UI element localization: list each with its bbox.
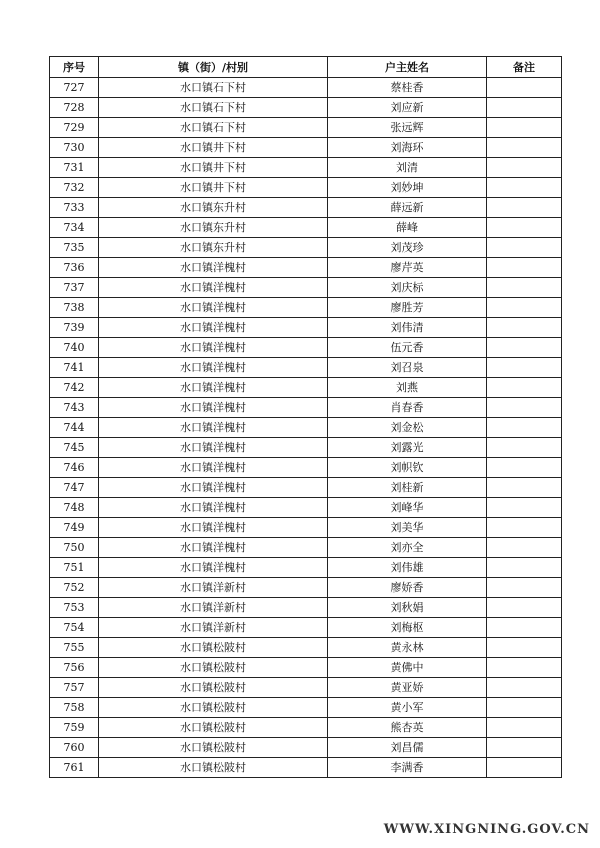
cell-household-name: 刘庆标 — [328, 278, 487, 298]
cell-serial-number: 751 — [50, 558, 99, 578]
cell-remarks — [487, 598, 562, 618]
cell-serial-number: 741 — [50, 358, 99, 378]
cell-serial-number: 758 — [50, 698, 99, 718]
cell-serial-number: 730 — [50, 138, 99, 158]
cell-remarks — [487, 78, 562, 98]
table-row — [50, 118, 562, 138]
table-row — [50, 138, 562, 158]
cell-remarks — [487, 318, 562, 338]
cell-remarks — [487, 518, 562, 538]
cell-town-village: 水口镇松陂村 — [99, 738, 328, 758]
cell-household-name: 薛峰 — [328, 218, 487, 238]
table-row — [50, 278, 562, 298]
cell-household-name: 刘美华 — [328, 518, 487, 538]
cell-serial-number: 736 — [50, 258, 99, 278]
cell-serial-number: 727 — [50, 78, 99, 98]
cell-remarks — [487, 618, 562, 638]
cell-remarks — [487, 718, 562, 738]
cell-serial-number: 734 — [50, 218, 99, 238]
table-row — [50, 658, 562, 678]
cell-serial-number: 759 — [50, 718, 99, 738]
cell-town-village: 水口镇松陂村 — [99, 758, 328, 778]
cell-town-village: 水口镇洋槐村 — [99, 558, 328, 578]
cell-household-name: 黄佛中 — [328, 658, 487, 678]
cell-remarks — [487, 458, 562, 478]
cell-serial-number: 761 — [50, 758, 99, 778]
cell-remarks — [487, 698, 562, 718]
table-row — [50, 198, 562, 218]
table-row — [50, 678, 562, 698]
cell-remarks — [487, 298, 562, 318]
cell-remarks — [487, 338, 562, 358]
cell-town-village: 水口镇洋槐村 — [99, 378, 328, 398]
cell-serial-number: 757 — [50, 678, 99, 698]
cell-serial-number: 738 — [50, 298, 99, 318]
cell-serial-number: 733 — [50, 198, 99, 218]
cell-town-village: 水口镇东升村 — [99, 238, 328, 258]
cell-household-name: 李满香 — [328, 758, 487, 778]
table-row — [50, 218, 562, 238]
table-body — [50, 78, 562, 778]
cell-town-village: 水口镇井下村 — [99, 158, 328, 178]
cell-remarks — [487, 418, 562, 438]
cell-serial-number: 756 — [50, 658, 99, 678]
table-row — [50, 718, 562, 738]
cell-serial-number: 760 — [50, 738, 99, 758]
cell-town-village: 水口镇洋槐村 — [99, 498, 328, 518]
cell-household-name: 刘伟雄 — [328, 558, 487, 578]
cell-remarks — [487, 98, 562, 118]
cell-serial-number: 752 — [50, 578, 99, 598]
header-serial-number: 序号 — [50, 57, 99, 78]
table-row — [50, 558, 562, 578]
cell-remarks — [487, 478, 562, 498]
cell-town-village: 水口镇洋槐村 — [99, 398, 328, 418]
cell-household-name: 刘桂新 — [328, 478, 487, 498]
cell-remarks — [487, 198, 562, 218]
table-row — [50, 498, 562, 518]
table-row — [50, 638, 562, 658]
cell-remarks — [487, 678, 562, 698]
cell-remarks — [487, 578, 562, 598]
cell-town-village: 水口镇洋槐村 — [99, 338, 328, 358]
table-row — [50, 738, 562, 758]
cell-remarks — [487, 238, 562, 258]
table-row — [50, 418, 562, 438]
cell-remarks — [487, 658, 562, 678]
cell-remarks — [487, 398, 562, 418]
cell-remarks — [487, 498, 562, 518]
header-row — [50, 57, 562, 78]
cell-remarks — [487, 438, 562, 458]
cell-household-name: 刘露光 — [328, 438, 487, 458]
table-row — [50, 158, 562, 178]
cell-serial-number: 748 — [50, 498, 99, 518]
household-table — [49, 56, 562, 778]
cell-household-name: 廖胜芳 — [328, 298, 487, 318]
cell-town-village: 水口镇洋槐村 — [99, 258, 328, 278]
cell-household-name: 蔡桂香 — [328, 78, 487, 98]
table-row — [50, 578, 562, 598]
cell-remarks — [487, 138, 562, 158]
table-row — [50, 298, 562, 318]
cell-household-name: 薛远新 — [328, 198, 487, 218]
cell-remarks — [487, 638, 562, 658]
table-row — [50, 358, 562, 378]
cell-town-village: 水口镇洋槐村 — [99, 298, 328, 318]
cell-serial-number: 740 — [50, 338, 99, 358]
cell-serial-number: 742 — [50, 378, 99, 398]
cell-town-village: 水口镇洋槐村 — [99, 538, 328, 558]
cell-serial-number: 753 — [50, 598, 99, 618]
cell-serial-number: 749 — [50, 518, 99, 538]
cell-household-name: 刘茂珍 — [328, 238, 487, 258]
cell-serial-number: 744 — [50, 418, 99, 438]
cell-household-name: 黄亚娇 — [328, 678, 487, 698]
cell-town-village: 水口镇井下村 — [99, 138, 328, 158]
cell-household-name: 刘帜钦 — [328, 458, 487, 478]
cell-town-village: 水口镇石下村 — [99, 98, 328, 118]
cell-town-village: 水口镇洋槐村 — [99, 458, 328, 478]
table-row — [50, 538, 562, 558]
cell-town-village: 水口镇洋槐村 — [99, 318, 328, 338]
cell-serial-number: 728 — [50, 98, 99, 118]
cell-town-village: 水口镇洋槐村 — [99, 438, 328, 458]
cell-serial-number: 750 — [50, 538, 99, 558]
cell-household-name: 伍元香 — [328, 338, 487, 358]
cell-household-name: 刘梅枢 — [328, 618, 487, 638]
cell-town-village: 水口镇松陂村 — [99, 658, 328, 678]
cell-remarks — [487, 378, 562, 398]
cell-town-village: 水口镇松陂村 — [99, 698, 328, 718]
cell-remarks — [487, 738, 562, 758]
footer-website-url: WWW.XINGNING.GOV.CN — [383, 822, 590, 837]
cell-remarks — [487, 538, 562, 558]
cell-serial-number: 743 — [50, 398, 99, 418]
cell-remarks — [487, 218, 562, 238]
table-row — [50, 78, 562, 98]
cell-town-village: 水口镇松陂村 — [99, 678, 328, 698]
header-town-village: 镇（街）/村别 — [99, 57, 328, 78]
cell-serial-number: 729 — [50, 118, 99, 138]
table-row — [50, 238, 562, 258]
cell-remarks — [487, 118, 562, 138]
cell-household-name: 刘昌儒 — [328, 738, 487, 758]
cell-household-name: 刘海环 — [328, 138, 487, 158]
cell-town-village: 水口镇洋新村 — [99, 578, 328, 598]
cell-town-village: 水口镇松陂村 — [99, 718, 328, 738]
table-row — [50, 178, 562, 198]
cell-household-name: 张远辉 — [328, 118, 487, 138]
cell-household-name: 刘清 — [328, 158, 487, 178]
cell-town-village: 水口镇洋槐村 — [99, 478, 328, 498]
cell-serial-number: 745 — [50, 438, 99, 458]
cell-remarks — [487, 278, 562, 298]
cell-remarks — [487, 358, 562, 378]
cell-household-name: 黄永林 — [328, 638, 487, 658]
cell-town-village: 水口镇井下村 — [99, 178, 328, 198]
table-header — [50, 57, 562, 78]
cell-serial-number: 737 — [50, 278, 99, 298]
cell-town-village: 水口镇洋槐村 — [99, 518, 328, 538]
table-row — [50, 478, 562, 498]
table-row — [50, 438, 562, 458]
cell-household-name: 刘峰华 — [328, 498, 487, 518]
table-row — [50, 758, 562, 778]
cell-serial-number: 754 — [50, 618, 99, 638]
table-row — [50, 518, 562, 538]
cell-town-village: 水口镇石下村 — [99, 118, 328, 138]
cell-household-name: 刘金松 — [328, 418, 487, 438]
table-row — [50, 338, 562, 358]
cell-town-village: 水口镇洋槐村 — [99, 418, 328, 438]
cell-household-name: 刘亦全 — [328, 538, 487, 558]
cell-serial-number: 746 — [50, 458, 99, 478]
cell-remarks — [487, 178, 562, 198]
cell-household-name: 肖春香 — [328, 398, 487, 418]
cell-town-village: 水口镇洋新村 — [99, 598, 328, 618]
cell-household-name: 刘秋娟 — [328, 598, 487, 618]
cell-town-village: 水口镇东升村 — [99, 218, 328, 238]
table-row — [50, 698, 562, 718]
table-row — [50, 98, 562, 118]
table-row — [50, 598, 562, 618]
cell-serial-number: 731 — [50, 158, 99, 178]
table-row — [50, 258, 562, 278]
table-row — [50, 318, 562, 338]
cell-town-village: 水口镇洋槐村 — [99, 278, 328, 298]
cell-serial-number: 735 — [50, 238, 99, 258]
table-row — [50, 458, 562, 478]
cell-town-village: 水口镇洋槐村 — [99, 358, 328, 378]
cell-town-village: 水口镇东升村 — [99, 198, 328, 218]
header-remarks: 备注 — [487, 57, 562, 78]
cell-town-village: 水口镇洋新村 — [99, 618, 328, 638]
cell-town-village: 水口镇松陂村 — [99, 638, 328, 658]
cell-remarks — [487, 158, 562, 178]
cell-remarks — [487, 758, 562, 778]
cell-serial-number: 747 — [50, 478, 99, 498]
table-row — [50, 618, 562, 638]
cell-town-village: 水口镇石下村 — [99, 78, 328, 98]
cell-serial-number: 739 — [50, 318, 99, 338]
cell-remarks — [487, 558, 562, 578]
cell-serial-number: 755 — [50, 638, 99, 658]
cell-household-name: 刘妙坤 — [328, 178, 487, 198]
cell-household-name: 刘应新 — [328, 98, 487, 118]
cell-household-name: 刘燕 — [328, 378, 487, 398]
cell-household-name: 黄小军 — [328, 698, 487, 718]
cell-household-name: 刘伟清 — [328, 318, 487, 338]
table-row — [50, 378, 562, 398]
cell-household-name: 廖娇香 — [328, 578, 487, 598]
cell-household-name: 熊杏英 — [328, 718, 487, 738]
table-row — [50, 398, 562, 418]
cell-household-name: 刘召泉 — [328, 358, 487, 378]
cell-household-name: 廖芹英 — [328, 258, 487, 278]
cell-remarks — [487, 258, 562, 278]
header-household-name: 户主姓名 — [328, 57, 487, 78]
cell-serial-number: 732 — [50, 178, 99, 198]
